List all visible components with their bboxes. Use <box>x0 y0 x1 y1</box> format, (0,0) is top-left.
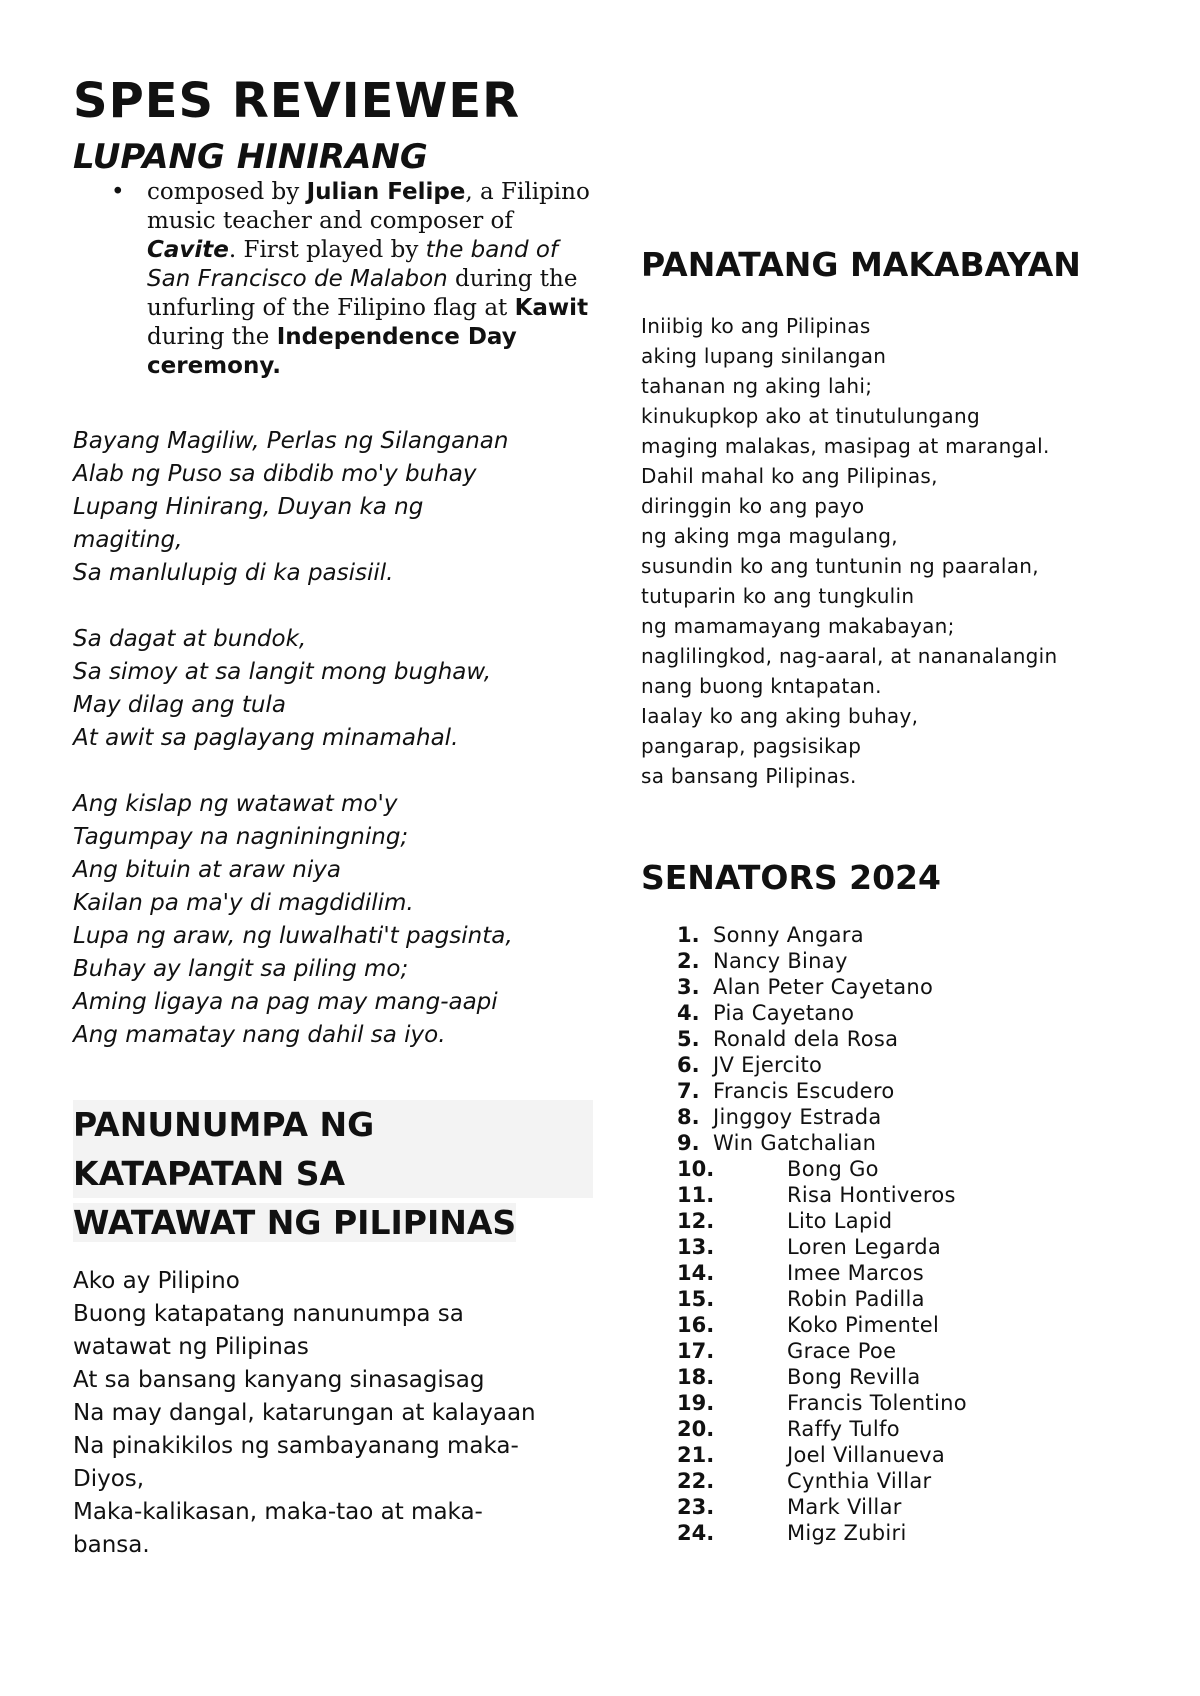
lyric-line: Alab ng Puso sa dibdib mo'y buhay <box>73 461 477 487</box>
note-text: . First played by <box>228 237 426 263</box>
lyric-line: May dilag ang tula <box>73 692 286 718</box>
lyric-line: Lupa ng araw, ng luwalhati't pagsinta, <box>73 923 513 949</box>
bullet-icon: • <box>111 179 125 205</box>
pledge-line: Iniibig ko ang Pilipinas <box>641 314 871 338</box>
senator-name: Francis Tolentino <box>787 1391 967 1415</box>
oath-line: watawat ng Pilipinas <box>73 1334 309 1360</box>
senator-number: 12. <box>677 1209 715 1233</box>
senator-name: Nancy Binay <box>713 949 848 973</box>
pledge-line: ng mamamayang makabayan; <box>641 614 955 638</box>
pledge-line: Dahil mahal ko ang Pilipinas, <box>641 464 938 488</box>
oath-line: Na pinakikilos ng sambayanang maka- <box>73 1433 519 1459</box>
senators-title: SENATORS 2024 <box>641 858 941 897</box>
senator-name: Raffy Tulfo <box>787 1417 900 1441</box>
senator-number: 10. <box>677 1157 715 1181</box>
note-text: composed by <box>147 179 307 205</box>
senator-name: Ronald dela Rosa <box>713 1027 899 1051</box>
senator-name: JV Ejercito <box>713 1053 823 1077</box>
panunumpa-heading <box>73 1100 593 1247</box>
senator-name: Grace Poe <box>787 1339 897 1363</box>
lyric-line: Sa dagat at bundok, <box>73 626 307 652</box>
senator-number: 21. <box>677 1443 715 1467</box>
site-name: Kawit <box>514 295 589 321</box>
lyric-line: At awit sa paglayang minamahal. <box>73 725 459 751</box>
senator-number: 23. <box>677 1495 715 1519</box>
heading-line: PANUNUMPA NG <box>73 1100 593 1149</box>
lyric-line: Ang kislap ng watawat mo'y <box>73 791 398 817</box>
senator-number: 11. <box>677 1183 715 1207</box>
senator-number: 4. <box>677 1001 700 1025</box>
stanza <box>73 788 593 1052</box>
senator-name: Sonny Angara <box>713 923 864 947</box>
senator-number: 3. <box>677 975 700 999</box>
heading-line: WATAWAT NG PILIPINAS <box>73 1203 517 1242</box>
oath-line: At sa bansang kanyang sinasagisag <box>73 1367 485 1393</box>
senator-item <box>641 1442 1161 1468</box>
senator-item <box>641 1234 1161 1260</box>
pledge-line: maging malakas, masipag at marangal. <box>641 434 1050 458</box>
senator-item <box>641 1026 1161 1052</box>
senators-list <box>641 922 1161 1546</box>
lyric-line: Tagumpay na nagniningning; <box>73 824 409 850</box>
senator-item <box>641 1494 1161 1520</box>
senator-item <box>641 1208 1161 1234</box>
senator-name: Imee Marcos <box>787 1261 924 1285</box>
senator-number: 16. <box>677 1313 715 1337</box>
senator-number: 2. <box>677 949 700 973</box>
senator-item <box>641 1312 1161 1338</box>
senator-item <box>641 1286 1161 1312</box>
senator-name: Cynthia Villar <box>787 1469 932 1493</box>
oath-line: bansa. <box>73 1532 150 1558</box>
lyric-line: magiting, <box>73 527 183 553</box>
senator-name: Bong Revilla <box>787 1365 921 1389</box>
senator-item <box>641 1338 1161 1364</box>
senator-item <box>641 1000 1161 1026</box>
heading-line: KATAPATAN SA <box>73 1149 593 1198</box>
senator-number: 20. <box>677 1417 715 1441</box>
panatang-makabayan-text <box>641 311 1161 791</box>
lupang-hinirang-title: LUPANG HINIRANG <box>73 137 428 177</box>
note-text: during the unfurling of the Filipino flag at <box>147 266 578 321</box>
stanza <box>73 425 593 590</box>
pledge-line: naglilingkod, nag-aaral, at nananalangin <box>641 644 1058 668</box>
composer-note <box>73 178 593 381</box>
senator-item <box>641 1364 1161 1390</box>
oath-line: Ako ay Pilipino <box>73 1268 240 1294</box>
pledge-line: nang buong kntapatan. <box>641 674 882 698</box>
left-column <box>73 70 593 1562</box>
pledge-line: pangarap, pagsisikap <box>641 734 862 758</box>
pledge-line: ng aking mga magulang, <box>641 524 898 548</box>
pledge-line: susundin ko ang tuntunin ng paaralan, <box>641 554 1039 578</box>
pledge-line: tutuparin ko ang tungkulin <box>641 584 915 608</box>
senator-number: 1. <box>677 923 700 947</box>
senator-item <box>641 1416 1161 1442</box>
senator-name: Risa Hontiveros <box>787 1183 956 1207</box>
senator-number: 13. <box>677 1235 715 1259</box>
senator-number: 7. <box>677 1079 700 1103</box>
senator-name: Migz Zubiri <box>787 1521 907 1545</box>
senator-item <box>641 1520 1161 1546</box>
senator-name: Pia Cayetano <box>713 1001 855 1025</box>
senator-item <box>641 948 1161 974</box>
senator-number: 17. <box>677 1339 715 1363</box>
lyric-line: Ang mamatay nang dahil sa iyo. <box>73 1022 446 1048</box>
senator-name: Joel Villanueva <box>787 1443 946 1467</box>
anthem-lyrics <box>73 425 593 1052</box>
stanza <box>73 623 593 755</box>
senator-number: 9. <box>677 1131 700 1155</box>
lyric-line: Buhay ay langit sa piling mo; <box>73 956 409 982</box>
oath-line: Diyos, <box>73 1466 145 1492</box>
senator-item <box>641 1156 1161 1182</box>
lyric-line: Sa simoy at sa langit mong bughaw, <box>73 659 492 685</box>
note-text: during the <box>147 324 277 350</box>
senator-item <box>641 1052 1161 1078</box>
pledge-line: diringgin ko ang payo <box>641 494 865 518</box>
senator-item <box>641 1468 1161 1494</box>
panunumpa-text <box>73 1265 593 1562</box>
note-text: , a Filipino music teacher and composer of <box>147 179 590 234</box>
senator-number: 14. <box>677 1261 715 1285</box>
senator-item <box>641 1104 1161 1130</box>
senator-name: Mark Villar <box>787 1495 902 1519</box>
event-name: Independence Day ceremony. <box>147 324 517 379</box>
senator-name: Koko Pimentel <box>787 1313 940 1337</box>
pledge-line: sa bansang Pilipinas. <box>641 764 857 788</box>
senator-number: 24. <box>677 1521 715 1545</box>
lyric-line: Bayang Magiliw, Perlas ng Silanganan <box>73 428 509 454</box>
senator-name: Loren Legarda <box>787 1235 942 1259</box>
band-name: the band of San Francisco de Malabon <box>147 237 559 292</box>
pledge-line: Iaalay ko ang aking buhay, <box>641 704 919 728</box>
document-title: SPES REVIEWER <box>73 73 521 129</box>
senator-number: 19. <box>677 1391 715 1415</box>
pledge-line: kinukupkop ako at tinutulungang <box>641 404 980 428</box>
oath-line: Maka-kalikasan, maka-tao at maka- <box>73 1499 483 1525</box>
senator-name: Robin Padilla <box>787 1287 925 1311</box>
senator-item <box>641 1078 1161 1104</box>
senator-number: 22. <box>677 1469 715 1493</box>
oath-line: Buong katapatang nanunumpa sa <box>73 1301 464 1327</box>
lupang-hinirang-notes <box>73 178 593 381</box>
senator-name: Bong Go <box>787 1157 879 1181</box>
senator-number: 18. <box>677 1365 715 1389</box>
senator-number: 5. <box>677 1027 700 1051</box>
lyric-line: Kailan pa ma'y di magdidilim. <box>73 890 414 916</box>
senator-name: Alan Peter Cayetano <box>713 975 934 999</box>
lyric-line: Aming ligaya na pag may mang-aapi <box>73 989 498 1015</box>
senator-name: Jinggoy Estrada <box>713 1105 882 1129</box>
pledge-line: tahanan ng aking lahi; <box>641 374 873 398</box>
lyric-line: Sa manlulupig di ka pasisiil. <box>73 560 394 586</box>
senator-item <box>641 1260 1161 1286</box>
senator-name: Lito Lapid <box>787 1209 893 1233</box>
senator-number: 15. <box>677 1287 715 1311</box>
place-name: Cavite <box>147 237 229 263</box>
oath-line: Na may dangal, katarungan at kalayaan <box>73 1400 536 1426</box>
composer-name: Julian Felipe <box>306 179 466 205</box>
senator-number: 6. <box>677 1053 700 1077</box>
lyric-line: Ang bituin at araw niya <box>73 857 341 883</box>
senator-item <box>641 1182 1161 1208</box>
senator-item <box>641 1130 1161 1156</box>
panatang-makabayan-title: PANATANG MAKABAYAN <box>641 245 1081 284</box>
right-column <box>641 240 1161 1562</box>
senator-number: 8. <box>677 1105 700 1129</box>
lyric-line: Lupang Hinirang, Duyan ka ng <box>73 494 424 520</box>
senator-name: Win Gatchalian <box>713 1131 877 1155</box>
senator-name: Francis Escudero <box>713 1079 895 1103</box>
senator-item <box>641 922 1161 948</box>
pledge-line: aking lupang sinilangan <box>641 344 887 368</box>
senator-item <box>641 1390 1161 1416</box>
senator-item <box>641 974 1161 1000</box>
